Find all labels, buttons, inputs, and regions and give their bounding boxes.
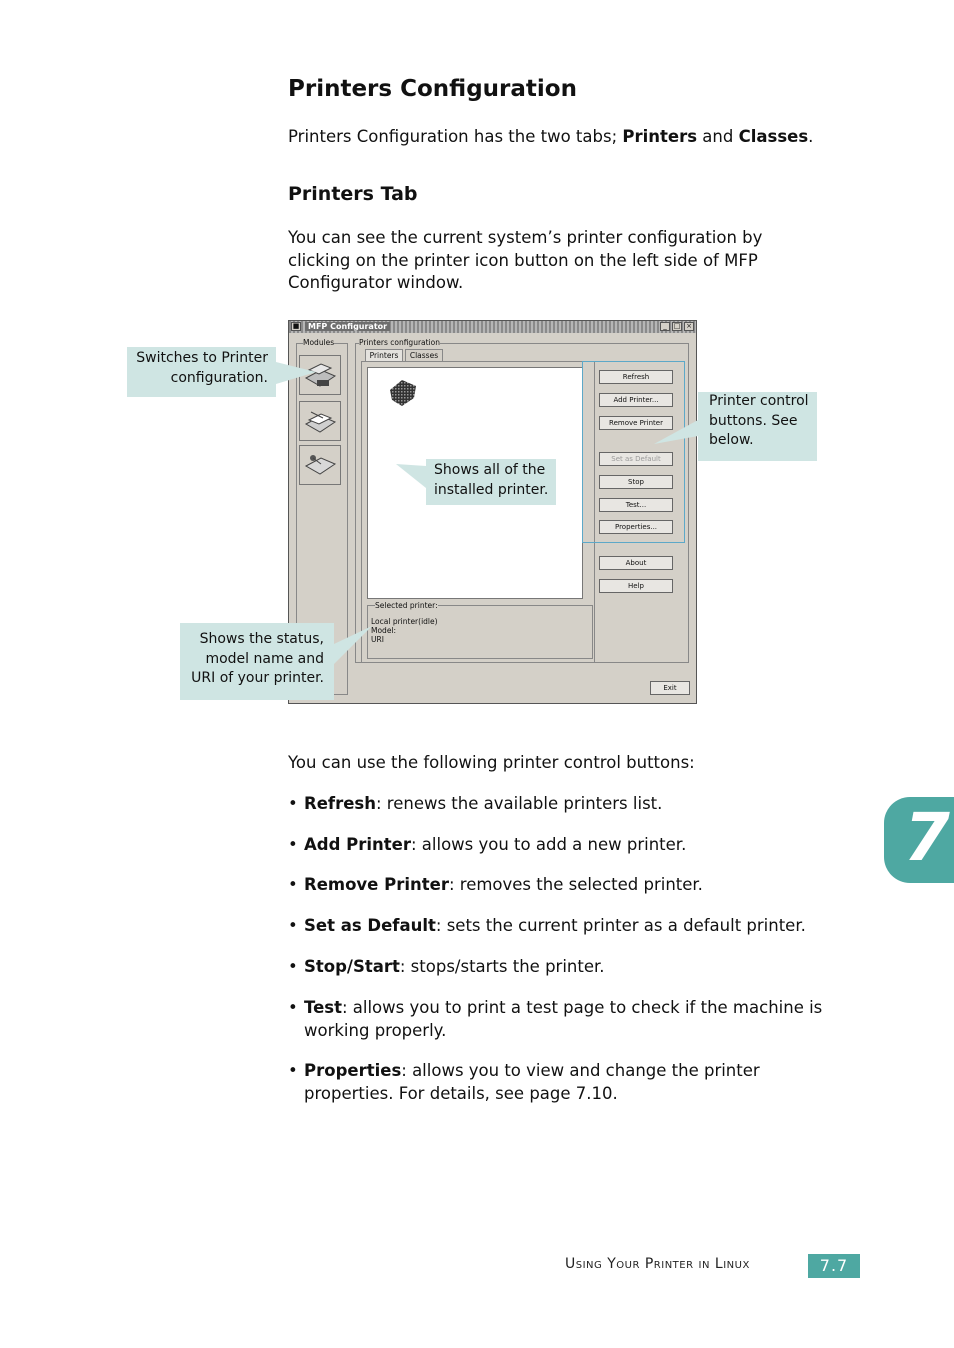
about-button[interactable]: About xyxy=(599,556,673,570)
bullet-remove-printer: • Remove Printer: removes the selected printer. xyxy=(288,875,703,894)
tab-printers[interactable]: Printers xyxy=(365,349,403,362)
remove-printer-button[interactable]: Remove Printer xyxy=(599,416,673,430)
page-number: 7.7 xyxy=(808,1254,860,1278)
bullet-properties: • Properties: allows you to view and change the printer properties. For details, see page 7.10. xyxy=(288,1061,760,1103)
stop-button[interactable]: Stop xyxy=(599,475,673,489)
pointer-switches xyxy=(276,362,316,384)
subheading: Printers Tab xyxy=(288,183,418,205)
callout-switches: Switches to Printer configuration. xyxy=(127,347,276,397)
selected-printer-info: Local printer(idle) Model: URI xyxy=(371,617,438,644)
minimize-icon[interactable]: _ xyxy=(660,322,670,331)
callout-installed: Shows all of the installed printer. xyxy=(426,459,556,505)
set-default-button[interactable]: Set as Default xyxy=(599,452,673,466)
printers-config-label: Printers configuration xyxy=(359,338,440,347)
modules-label: Modules xyxy=(303,338,335,347)
printers-tab-paragraph: You can see the current system’s printer configuration by clicking on the printer icon button on the left side of MFP Configurator window. xyxy=(288,228,763,292)
window-title: MFP Configurator xyxy=(305,322,390,331)
help-button[interactable]: Help xyxy=(599,579,673,593)
callout-control-buttons: Printer control buttons. See below. xyxy=(698,392,817,461)
properties-button[interactable]: Properties... xyxy=(599,520,673,534)
bullet-set-default: • Set as Default: sets the current printer as a default printer. xyxy=(288,916,806,935)
bullet-stop-start: • Stop/Start: stops/starts the printer. xyxy=(288,957,605,976)
close-icon[interactable]: × xyxy=(684,322,694,331)
footer-section-title: Using Your Printer in Linux xyxy=(565,1256,750,1272)
bullet-test: • Test: allows you to print a test page to check if the machine is working properly. xyxy=(288,998,823,1040)
buttons-intro: You can use the following printer control buttons: xyxy=(288,753,695,772)
exit-button[interactable]: Exit xyxy=(650,681,690,695)
bullet-refresh: • Refresh: renews the available printers list. xyxy=(288,794,663,813)
callout-status: Shows the status, model name and URI of your printer. xyxy=(180,623,334,700)
pointer-control xyxy=(654,420,698,444)
add-printer-button[interactable]: Add Printer... xyxy=(599,393,673,407)
window-menu-icon[interactable]: ■ xyxy=(292,322,300,330)
chapter-tab xyxy=(884,797,954,883)
refresh-button[interactable]: Refresh xyxy=(599,370,673,384)
test-button[interactable]: Test... xyxy=(599,498,673,512)
pointer-status xyxy=(334,626,372,664)
pointer-installed xyxy=(396,464,426,488)
chapter-number: 7 xyxy=(904,799,950,876)
intro-paragraph: Printers Configuration has the two tabs; Printers and Classes. xyxy=(288,127,814,146)
tab-classes[interactable]: Classes xyxy=(405,349,443,362)
section-heading: Printers Configuration xyxy=(288,76,577,102)
bullet-add-printer: • Add Printer: allows you to add a new printer. xyxy=(288,835,687,854)
maximize-icon[interactable]: □ xyxy=(673,322,681,330)
selected-printer-label: Selected printer: xyxy=(375,601,438,610)
